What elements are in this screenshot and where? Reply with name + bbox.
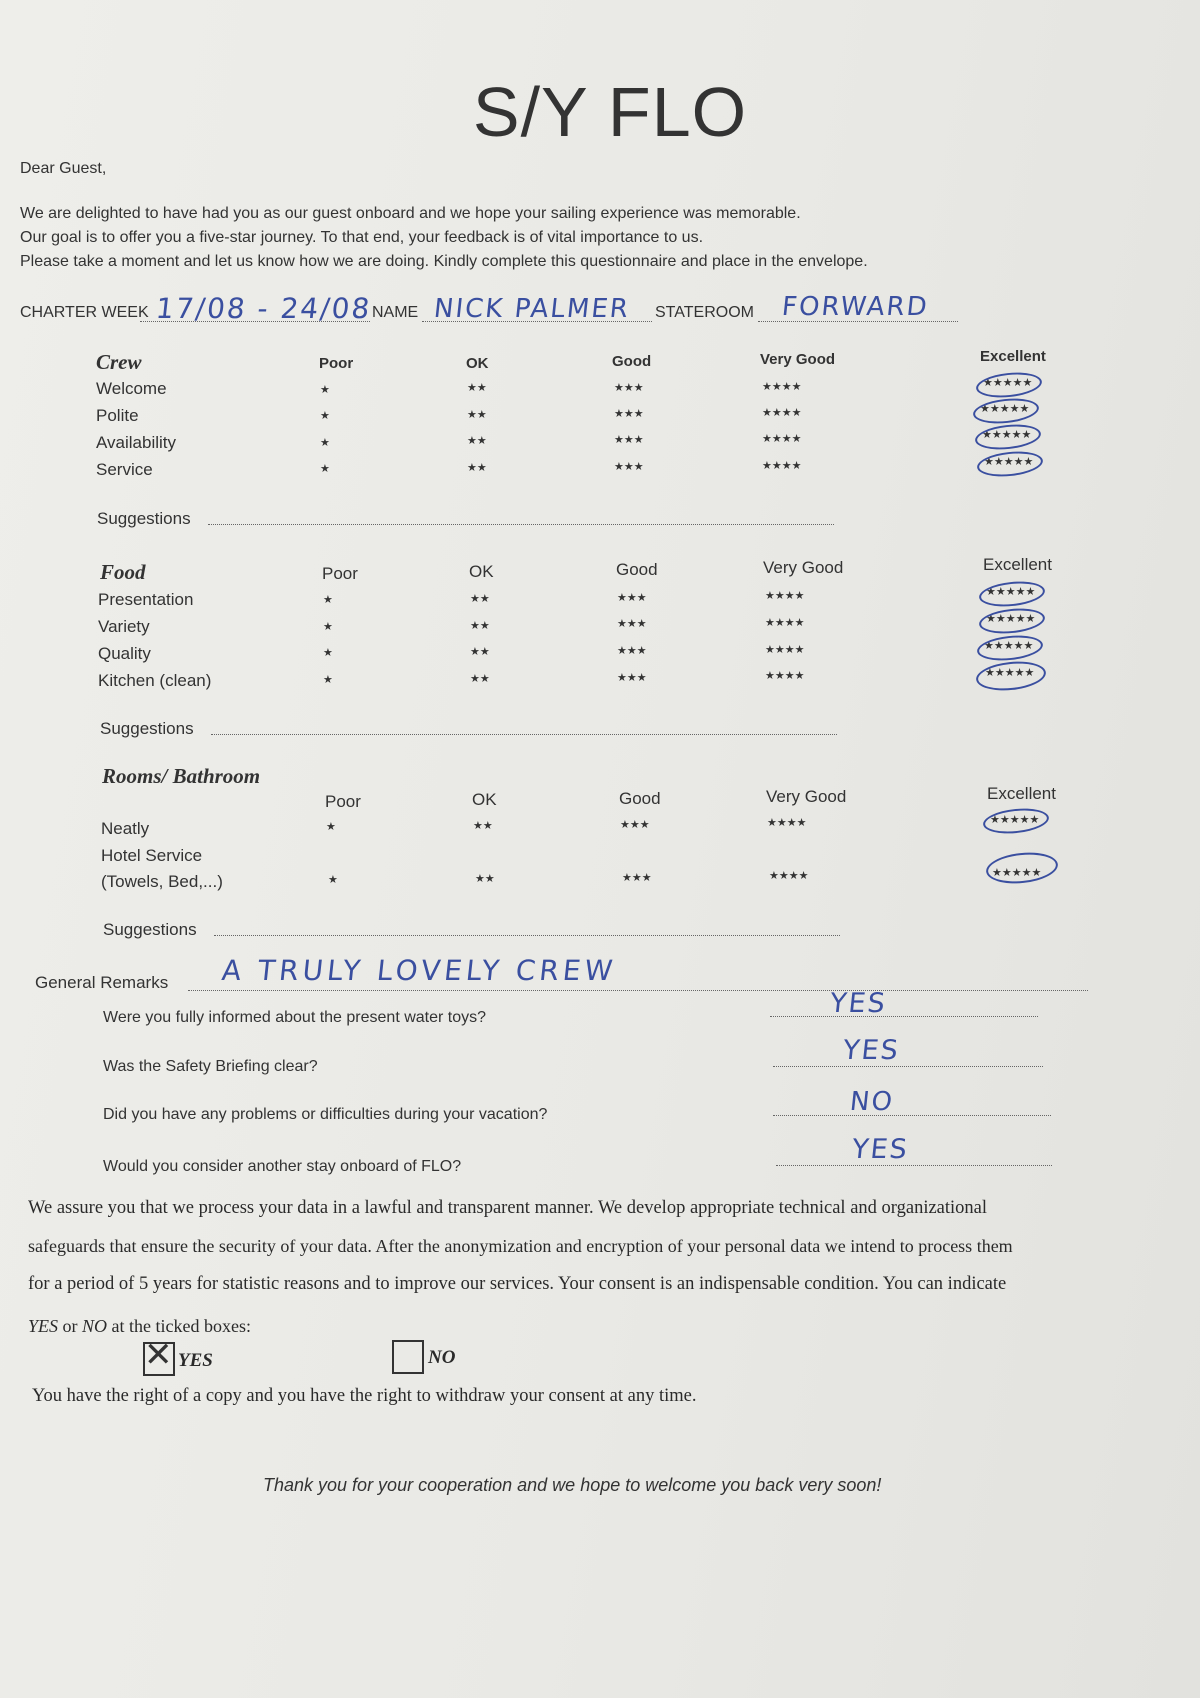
ink-circle-service bbox=[976, 449, 1044, 480]
rating-star[interactable]: ★ bbox=[320, 436, 330, 449]
consent-no-checkbox[interactable] bbox=[392, 1340, 424, 1374]
rating-star[interactable]: ★★ bbox=[473, 819, 493, 832]
rights-text: You have the right of a copy and you have the right to withdraw your consent at any time. bbox=[32, 1386, 697, 1406]
suggestions-label-rooms: Suggestions bbox=[103, 920, 197, 939]
rating-star[interactable]: ★★★ bbox=[617, 671, 647, 684]
charter-week-label: CHARTER WEEK bbox=[20, 304, 149, 321]
row-label-hotel-service-detail: (Towels, Bed,...) bbox=[101, 872, 223, 891]
name-value[interactable]: NICK PALMER bbox=[432, 294, 632, 324]
privacy-line-1: We assure you that we process your data in a lawful and transparent manner. We develop appropriate technical and organizational bbox=[28, 1198, 988, 1218]
rating-star[interactable]: ★★ bbox=[467, 408, 487, 421]
rating-star[interactable]: ★★★ bbox=[617, 617, 647, 630]
privacy-line-2: safeguards that ensure the security of your data. After the anonymization and encryption of your personal data we intend to process them bbox=[28, 1236, 1013, 1256]
rating-star[interactable]: ★★★★★ bbox=[984, 639, 1034, 652]
col-excellent: Excellent bbox=[983, 555, 1052, 574]
rating-star[interactable]: ★★ bbox=[467, 381, 487, 394]
rating-star[interactable]: ★★★★ bbox=[767, 816, 807, 829]
greeting: Dear Guest, bbox=[20, 160, 107, 177]
suggestions-line-food[interactable] bbox=[211, 734, 837, 735]
ink-circle-hotel-service bbox=[985, 849, 1060, 886]
check-x-icon: ✕ bbox=[144, 1335, 173, 1375]
col-poor: Poor bbox=[319, 355, 354, 372]
answer-line-water-toys bbox=[770, 1016, 1038, 1017]
section-title-rooms: Rooms/ Bathroom bbox=[102, 764, 261, 788]
rating-star[interactable]: ★★★ bbox=[617, 591, 647, 604]
rating-star[interactable]: ★★★★★ bbox=[984, 455, 1034, 468]
ink-circle-kitchen bbox=[975, 658, 1048, 693]
privacy-tail-text: at the ticked boxes: bbox=[111, 1316, 251, 1336]
intro-line-1: We are delighted to have had you as our guest onboard and we hope your sailing experience was memorable. bbox=[20, 205, 801, 222]
row-label-neatly: Neatly bbox=[101, 819, 150, 838]
rating-star[interactable]: ★★ bbox=[470, 619, 490, 632]
rating-star[interactable]: ★★★★★ bbox=[992, 866, 1042, 879]
ink-circle-variety bbox=[978, 606, 1046, 637]
general-remarks-value[interactable]: A TRULY LOVELY CREW bbox=[220, 954, 618, 987]
stateroom-label: STATEROOM bbox=[655, 304, 754, 321]
rating-star[interactable]: ★★★★ bbox=[762, 459, 802, 472]
row-label-variety: Variety bbox=[98, 617, 150, 636]
col-good: Good bbox=[619, 789, 661, 808]
consent-yes-label: YES bbox=[178, 1350, 213, 1371]
col-poor: Poor bbox=[325, 792, 361, 811]
question-problems: Did you have any problems or difficulties during your vacation? bbox=[103, 1106, 548, 1123]
consent-yes-checkbox[interactable] bbox=[143, 1335, 175, 1376]
rating-star[interactable]: ★★★★★ bbox=[985, 666, 1035, 679]
rating-star[interactable]: ★★ bbox=[470, 645, 490, 658]
rating-star[interactable]: ★ bbox=[323, 620, 333, 633]
col-ok: OK bbox=[472, 790, 497, 809]
row-label-quality: Quality bbox=[98, 644, 151, 663]
answer-line-another-stay bbox=[776, 1165, 1052, 1166]
rating-star[interactable]: ★★ bbox=[467, 461, 487, 474]
rating-star[interactable]: ★★★★ bbox=[762, 406, 802, 419]
rating-star[interactable]: ★★★ bbox=[622, 871, 652, 884]
rating-star[interactable]: ★★★★★ bbox=[986, 612, 1036, 625]
rating-star[interactable]: ★★★★★ bbox=[980, 402, 1030, 415]
answer-another-stay[interactable]: YES bbox=[850, 1134, 911, 1165]
intro-line-2: Our goal is to offer you a five-star journey. To that end, your feedback is of vital importance to us. bbox=[20, 229, 704, 246]
rating-star[interactable]: ★★★ bbox=[614, 433, 644, 446]
ink-circle-presentation bbox=[978, 579, 1046, 610]
answer-water-toys[interactable]: YES bbox=[828, 988, 889, 1019]
ink-circle-availability bbox=[974, 422, 1042, 453]
ink-circle-welcome bbox=[975, 370, 1043, 401]
row-label-kitchen: Kitchen (clean) bbox=[98, 671, 212, 690]
rating-star[interactable]: ★★★★★ bbox=[990, 813, 1040, 826]
section-title-crew: Crew bbox=[96, 350, 142, 374]
rating-star[interactable]: ★ bbox=[326, 820, 336, 833]
ink-circle-polite bbox=[972, 396, 1040, 427]
privacy-or-word: or bbox=[62, 1316, 78, 1336]
rating-star[interactable]: ★★ bbox=[467, 434, 487, 447]
privacy-no-word: NO bbox=[82, 1316, 108, 1336]
rating-star[interactable]: ★ bbox=[320, 462, 330, 475]
col-very-good: Very Good bbox=[760, 351, 836, 368]
row-label-service: Service bbox=[96, 460, 153, 479]
col-very-good: Very Good bbox=[763, 558, 844, 577]
rating-star[interactable]: ★★★★★ bbox=[983, 376, 1033, 389]
row-label-availability: Availability bbox=[96, 433, 177, 452]
name-label: NAME bbox=[372, 304, 419, 321]
rating-star[interactable]: ★★★★★ bbox=[982, 428, 1032, 441]
answer-safety-briefing[interactable]: YES bbox=[841, 1035, 902, 1066]
rating-star[interactable]: ★★ bbox=[475, 872, 495, 885]
intro-line-3: Please take a moment and let us know how we are doing. Kindly complete this questionnaire and place in the envelope. bbox=[20, 253, 868, 270]
section-title-food: Food bbox=[100, 560, 146, 584]
row-label-hotel-service: Hotel Service bbox=[101, 846, 203, 865]
suggestions-label-food: Suggestions bbox=[100, 719, 194, 738]
rating-star[interactable]: ★★★★ bbox=[765, 643, 805, 656]
rating-star[interactable]: ★ bbox=[328, 873, 338, 886]
form-title: S/Y FLO bbox=[472, 73, 748, 151]
row-label-presentation: Presentation bbox=[98, 590, 194, 609]
ink-circle-quality bbox=[976, 633, 1044, 664]
question-safety-briefing: Was the Safety Briefing clear? bbox=[103, 1058, 318, 1075]
rating-star[interactable]: ★★★★ bbox=[765, 669, 805, 682]
col-good: Good bbox=[616, 560, 658, 579]
rating-star[interactable]: ★★★ bbox=[620, 818, 650, 831]
rating-star[interactable]: ★★★★ bbox=[765, 616, 805, 629]
consent-no-label: NO bbox=[428, 1347, 456, 1368]
rating-star[interactable]: ★★★ bbox=[614, 460, 644, 473]
col-ok: OK bbox=[469, 562, 494, 581]
rating-star[interactable]: ★ bbox=[320, 409, 330, 422]
rating-star[interactable]: ★ bbox=[323, 646, 333, 659]
rating-star[interactable]: ★ bbox=[323, 593, 333, 606]
question-water-toys: Were you fully informed about the present water toys? bbox=[103, 1009, 487, 1026]
rating-star[interactable]: ★★★★ bbox=[762, 380, 802, 393]
closing-text: Thank you for your cooperation and we hope to welcome you back very soon! bbox=[263, 1475, 882, 1495]
suggestions-label-crew: Suggestions bbox=[97, 509, 191, 528]
suggestions-line-rooms[interactable] bbox=[214, 935, 840, 936]
answer-line-problems bbox=[773, 1115, 1051, 1116]
col-excellent: Excellent bbox=[980, 348, 1046, 365]
answer-problems[interactable]: NO bbox=[848, 1087, 896, 1117]
rating-star[interactable]: ★★★★ bbox=[769, 869, 809, 882]
privacy-yes-word: YES bbox=[28, 1316, 59, 1336]
col-good: Good bbox=[612, 353, 652, 370]
general-remarks-label: General Remarks bbox=[35, 973, 169, 992]
rating-star[interactable]: ★ bbox=[323, 673, 333, 686]
row-label-polite: Polite bbox=[96, 406, 139, 425]
answer-line-safety-briefing bbox=[773, 1066, 1043, 1067]
ink-circle-neatly bbox=[982, 806, 1050, 837]
rating-star[interactable]: ★★★★ bbox=[762, 432, 802, 445]
rating-star[interactable]: ★★ bbox=[470, 672, 490, 685]
rating-star[interactable]: ★★★★ bbox=[765, 589, 805, 602]
suggestions-line-crew[interactable] bbox=[208, 524, 834, 525]
question-another-stay: Would you consider another stay onboard of FLO? bbox=[103, 1158, 462, 1175]
rating-star[interactable]: ★★★ bbox=[614, 407, 644, 420]
rating-star[interactable]: ★★★ bbox=[614, 381, 644, 394]
col-excellent: Excellent bbox=[987, 784, 1056, 803]
rating-star[interactable]: ★★★ bbox=[617, 644, 647, 657]
col-very-good: Very Good bbox=[766, 787, 847, 806]
col-poor: Poor bbox=[322, 564, 358, 583]
general-remarks-line bbox=[188, 990, 1088, 991]
rating-star[interactable]: ★★ bbox=[470, 592, 490, 605]
stateroom-value[interactable]: FORWARD bbox=[780, 292, 931, 322]
privacy-line-4 bbox=[28, 1316, 251, 1337]
rating-star[interactable]: ★★★★★ bbox=[986, 585, 1036, 598]
privacy-line-3: for a period of 5 years for statistic reasons and to improve our services. Your consent is an indispensable condition. You can indicate bbox=[28, 1274, 1007, 1294]
charter-week-value[interactable]: 17/08 - 24/08 bbox=[154, 292, 374, 325]
rating-star[interactable]: ★ bbox=[320, 383, 330, 396]
col-ok: OK bbox=[466, 355, 489, 372]
row-label-welcome: Welcome bbox=[96, 379, 167, 398]
